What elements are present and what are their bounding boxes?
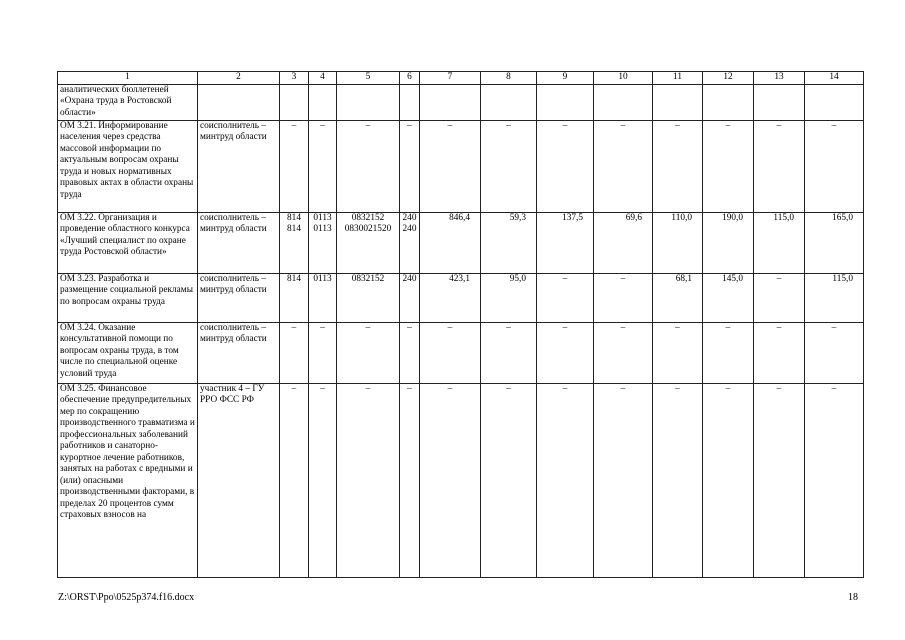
budget-table — [57, 71, 864, 578]
data-cell: – — [537, 120, 594, 212]
data-cell: 137,5 — [537, 212, 594, 273]
data-cell: 814 — [280, 273, 309, 322]
column-number-header-row — [58, 72, 864, 85]
data-cell — [805, 84, 864, 120]
data-cell: – — [703, 322, 754, 383]
data-cell — [337, 84, 400, 120]
data-cell: – — [703, 383, 754, 577]
data-cell: 190,0 — [703, 212, 754, 273]
data-cell: 95,0 — [481, 273, 537, 322]
data-cell: – — [481, 120, 537, 212]
measure-name-cell: ОМ 3.23. Разработка и размещение социальной рекламы по вопросам охраны труда — [58, 273, 198, 322]
data-cell — [280, 84, 309, 120]
column-number-cell: 5 — [337, 72, 400, 85]
data-cell: 240 240 — [400, 212, 420, 273]
data-cell: – — [400, 322, 420, 383]
column-number-cell: 1 — [58, 72, 198, 85]
column-number-cell: 9 — [537, 72, 594, 85]
executor-cell: соисполнитель – минтруд области — [198, 322, 280, 383]
column-number-cell: 2 — [198, 72, 280, 85]
data-cell — [400, 84, 420, 120]
footer-page-number: 18 — [848, 592, 858, 603]
data-cell: – — [594, 322, 653, 383]
data-cell: – — [805, 322, 864, 383]
data-cell: – — [537, 273, 594, 322]
data-cell: – — [594, 273, 653, 322]
data-cell — [703, 84, 754, 120]
data-cell: – — [280, 120, 309, 212]
data-cell: – — [420, 120, 481, 212]
table-row — [58, 273, 864, 322]
data-cell: 69,6 — [594, 212, 653, 273]
column-number-cell: 3 — [280, 72, 309, 85]
data-cell — [309, 84, 337, 120]
column-number-cell: 11 — [653, 72, 703, 85]
table-row — [58, 212, 864, 273]
data-cell: 115,0 — [805, 273, 864, 322]
data-cell: 110,0 — [653, 212, 703, 273]
executor-cell: участник 4 – ГУ РРО ФСС РФ — [198, 383, 280, 577]
column-number-cell: 6 — [400, 72, 420, 85]
data-cell: 0113 0113 — [309, 212, 337, 273]
data-cell: 240 — [400, 273, 420, 322]
table-row — [58, 383, 864, 577]
data-cell: – — [400, 120, 420, 212]
data-cell: – — [309, 120, 337, 212]
data-cell — [481, 84, 537, 120]
data-cell: – — [481, 383, 537, 577]
footer-file-path: Z:\ORST\Ppo\0525p374.f16.docx — [58, 592, 195, 603]
data-cell — [754, 84, 805, 120]
data-cell: – — [653, 322, 703, 383]
measure-name-cell: ОМ 3.25. Финансовое обеспечение предупредительных мер по сокращению производственного травматизма и профессиональных заболеваний работников и санаторно-курортное лечение работников, занятых на работах с вредными и (или) опасными производственными факторами, в пределах 20 процентов сумм страховых взносов на — [58, 383, 198, 577]
measure-name-cell: ОМ 3.22. Организация и проведение областного конкурса «Лучший специалист по охране труда Ростовской области» — [58, 212, 198, 273]
data-cell: – — [337, 120, 400, 212]
measure-name-cell: ОМ 3.21. Информирование населения через средства массовой информации по актуальным вопросам охраны труда и новых нормативных правовых актах в области охраны труда — [58, 120, 198, 212]
data-cell: 115,0 — [754, 212, 805, 273]
data-cell: 0832152 — [337, 273, 400, 322]
table-row — [58, 120, 864, 212]
data-cell: – — [309, 322, 337, 383]
column-number-cell: 7 — [420, 72, 481, 85]
data-cell: – — [420, 383, 481, 577]
data-cell: 846,4 — [420, 212, 481, 273]
data-cell: 68,1 — [653, 273, 703, 322]
data-cell: – — [805, 383, 864, 577]
data-cell: – — [537, 383, 594, 577]
data-cell: – — [754, 120, 805, 212]
table-row — [58, 322, 864, 383]
data-cell — [537, 84, 594, 120]
column-number-cell: 4 — [309, 72, 337, 85]
data-cell: – — [594, 383, 653, 577]
data-cell: 59,3 — [481, 212, 537, 273]
data-cell: – — [337, 322, 400, 383]
data-cell — [594, 84, 653, 120]
column-number-cell: 14 — [805, 72, 864, 85]
data-cell: 814 814 — [280, 212, 309, 273]
measure-name-cell: аналитических бюллетеней «Охрана труда в Ростовской области» — [58, 84, 198, 120]
data-cell: – — [754, 322, 805, 383]
executor-cell: соисполнитель – минтруд области — [198, 212, 280, 273]
data-cell: – — [754, 273, 805, 322]
data-cell: – — [653, 120, 703, 212]
column-number-cell: 12 — [703, 72, 754, 85]
executor-cell: соисполнитель – минтруд области — [198, 120, 280, 212]
data-cell: 0113 — [309, 273, 337, 322]
executor-cell: соисполнитель – минтруд области — [198, 273, 280, 322]
data-cell: 145,0 — [703, 273, 754, 322]
data-cell — [653, 84, 703, 120]
data-cell: 165,0 — [805, 212, 864, 273]
data-cell: – — [280, 322, 309, 383]
executor-cell — [198, 84, 280, 120]
data-cell: – — [653, 383, 703, 577]
column-number-cell: 13 — [754, 72, 805, 85]
column-number-cell: 10 — [594, 72, 653, 85]
data-cell: – — [703, 120, 754, 212]
data-cell: – — [481, 322, 537, 383]
data-cell — [420, 84, 481, 120]
data-cell: – — [400, 383, 420, 577]
data-cell: – — [754, 383, 805, 577]
data-cell: – — [805, 120, 864, 212]
measure-name-cell: ОМ 3.24. Оказание консультативной помощи по вопросам охраны труда, в том числе по специальной оценке условий труда — [58, 322, 198, 383]
data-cell: 423,1 — [420, 273, 481, 322]
data-cell: – — [420, 322, 481, 383]
data-cell: – — [337, 383, 400, 577]
data-cell: – — [537, 322, 594, 383]
table-row — [58, 84, 864, 120]
data-cell: – — [594, 120, 653, 212]
data-cell: 0832152 0830021520 — [337, 212, 400, 273]
data-cell: – — [280, 383, 309, 577]
data-cell: – — [309, 383, 337, 577]
column-number-cell: 8 — [481, 72, 537, 85]
